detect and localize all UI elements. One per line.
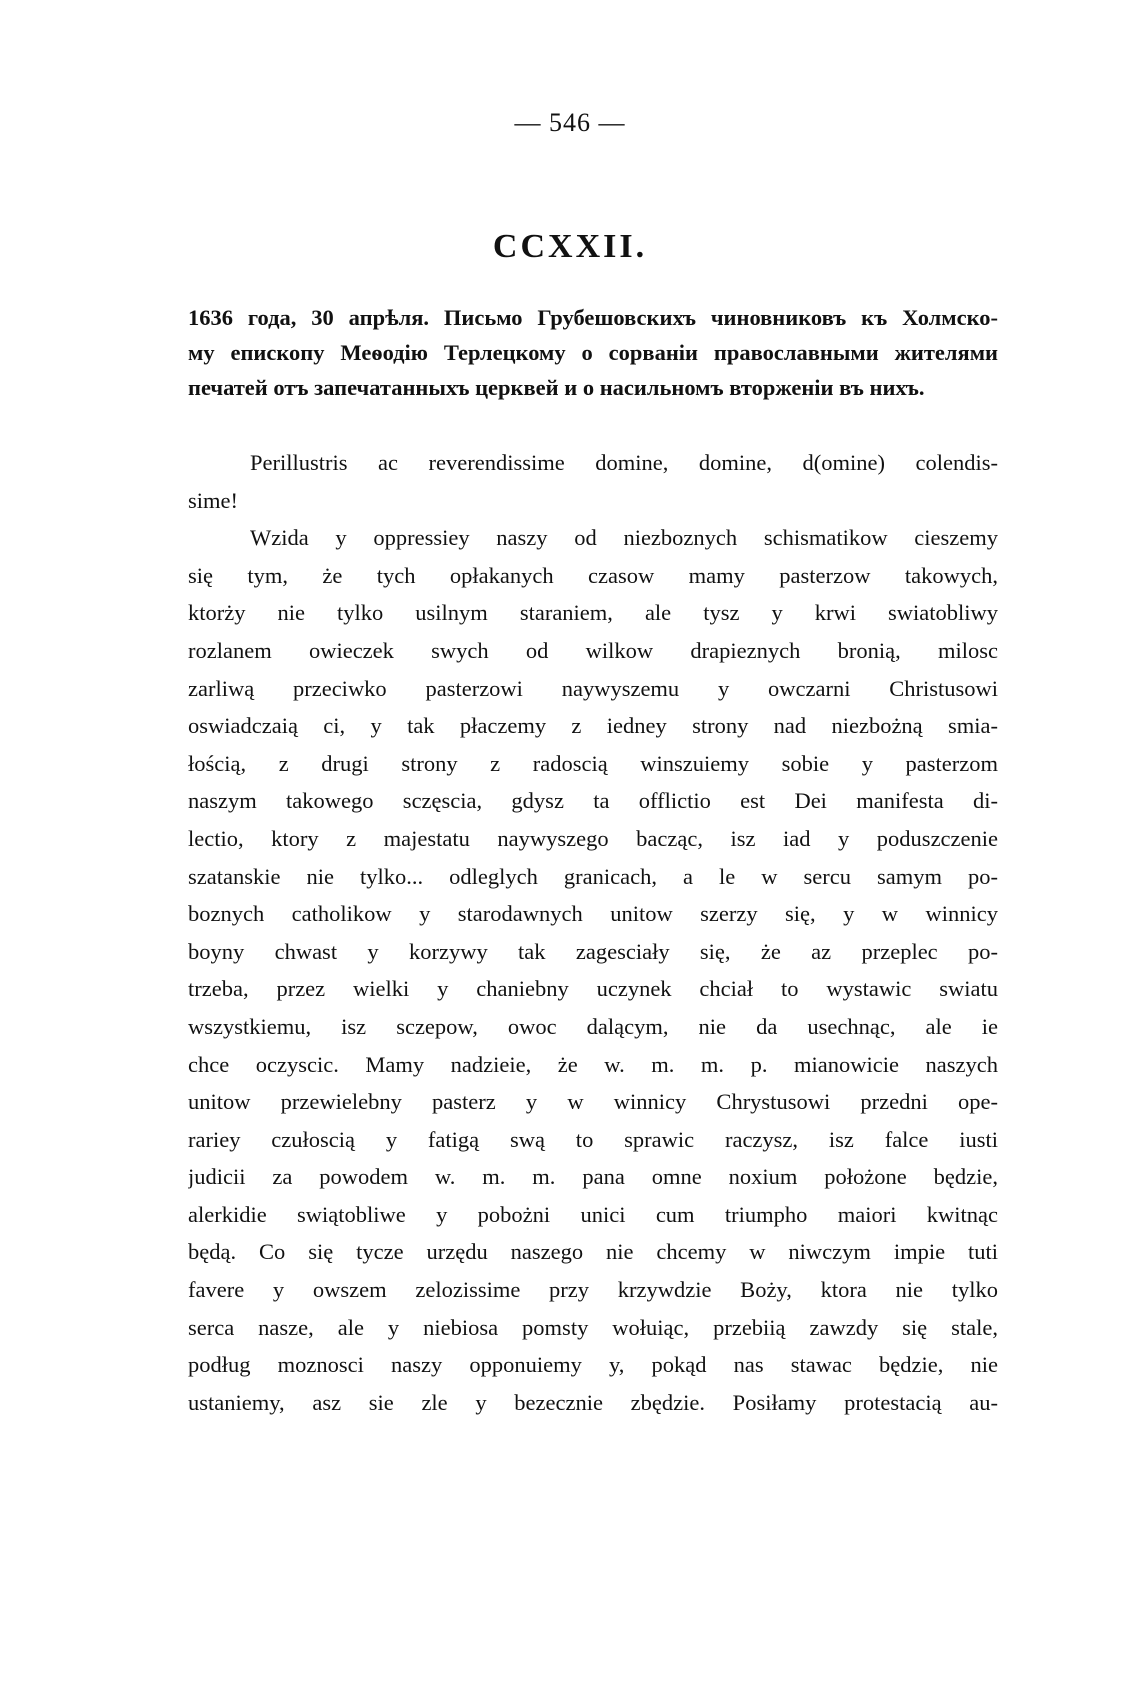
body-line: boznych catholikow y starodawnych unitow szerzy się, y w winnicy [188, 901, 998, 927]
body-line: podług moznosci naszy opponuiemy y, pokąd nas stawac będzie, nie [188, 1352, 998, 1378]
body-line: rozlanem owieczek swych od wilkow drapieznych bronią, milosc [188, 637, 998, 663]
body-line: ktorży nie tylko usilnym staraniem, ale tysz y krwi swiatobliwy [188, 600, 998, 626]
letter-body [188, 444, 998, 1421]
body-line: się tym, że tych opłakanych czasow mamy pasterzow takowych, [188, 562, 998, 588]
body-line: rariey czułoscią y fatigą swą to sprawic raczysz, isz falce iusti [188, 1126, 998, 1152]
body-line: oswiadczaią ci, y tak płaczemy z iedney strony nad niezbożną smia- [188, 713, 998, 739]
body-line: zarliwą przeciwko pasterzowi naywyszemu y owczarni Christusowi [188, 675, 998, 701]
summary-line: печатей отъ запечатанныхъ церквей и о насильномъ вторженіи въ нихъ. [188, 375, 925, 400]
body-line: wszystkiemu, isz sczepow, owoc dalącym, nie da usechnąc, ale ie [188, 1013, 998, 1039]
body-line: Wzida y oppressiey naszy od niezboznych schismatikow cieszemy [250, 525, 998, 551]
body-line: boyny chwast y korzywy tak zagesciały się, że az przeplec po- [188, 938, 998, 964]
document-summary [188, 300, 998, 405]
body-line: alerkidie swiątobliwe y pobożni unici cum triumpho maiori kwitnąc [188, 1201, 998, 1227]
summary-line: му епископу Меѳодію Терлецкому о сорваніи православными жителями [188, 340, 998, 365]
body-line: lectio, ktory z majestatu naywyszego bacząc, isz iad y poduszczenie [188, 825, 998, 851]
body-line: trzeba, przez wielki y chaniebny uczynek chciał to wystawic swiatu [188, 976, 998, 1002]
body-line: unitow przewielebny pasterz y w winnicy Chrystusowi przedni ope- [188, 1089, 998, 1115]
body-line: szatanskie nie tylko... odleglych granicach, a le w sercu samym po- [188, 863, 998, 889]
body-line: favere y owszem zelozissime przy krzywdzie Boży, ktora nie tylko [188, 1277, 998, 1303]
body-line: serca nasze, ale y niebiosa pomsty wołuiąc, przebiią zawzdy się stale, [188, 1314, 998, 1340]
salutation-line: Perillustris ac reverendissime domine, domine, d(omine) colendis- [250, 450, 998, 475]
page-number: — 546 — [514, 108, 626, 137]
body-line: judicii za powodem w. m. m. pana omne noxium położone będzie, [188, 1164, 998, 1190]
document-number: CCXXII. [492, 228, 648, 265]
body-line: będą. Co się tycze urzędu naszego nie chcemy w niwczym impie tuti [188, 1239, 998, 1265]
summary-line: 1636 года, 30 апрѣля. Письмо Грубешовскихъ чиновниковъ къ Холмско- [188, 305, 998, 330]
body-line: ustaniemy, asz sie zle y bezecznie zbędzie. Posiłamy protestacią au- [188, 1389, 998, 1415]
salutation-line: sime! [188, 487, 238, 513]
body-line: chce oczyscic. Mamy nadzieie, że w. m. m. p. mianowicie naszych [188, 1051, 998, 1077]
body-line: łością, z drugi strony z radoscią winszuiemy sobie y pasterzom [188, 750, 998, 776]
body-line: naszym takowego sczęscia, gdysz ta offlictio est Dei manifesta di- [188, 788, 998, 814]
